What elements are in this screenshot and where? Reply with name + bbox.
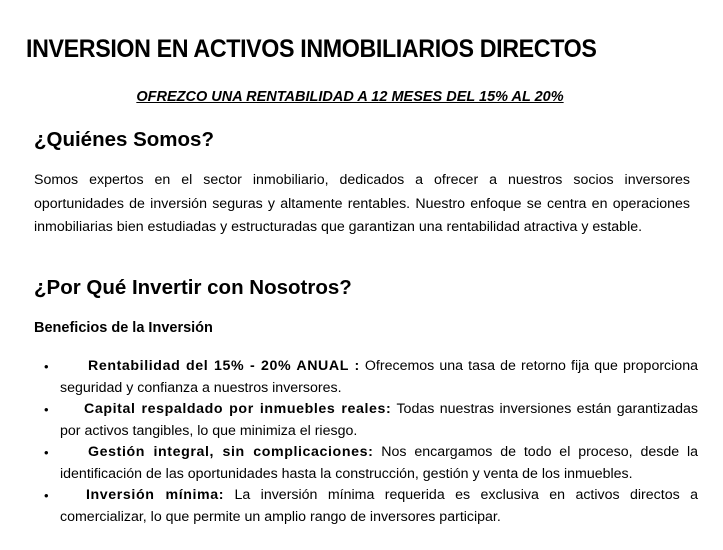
benefit-item-gestion	[34, 442, 698, 485]
benefit-item-rentabilidad	[34, 356, 698, 399]
benefit-label: Gestión integral, sin complicaciones:	[88, 444, 374, 460]
benefit-item-inversion-minima	[34, 485, 698, 528]
document-title: INVERSION EN ACTIVOS INMOBILIARIOS DIRECTOS	[26, 35, 597, 63]
bullet-icon: •	[44, 402, 49, 417]
about-heading: ¿Quiénes Somos?	[34, 128, 214, 151]
benefit-text: La inversión mínima requerida es exclusiva en activos directos a comercializar, lo que permite un amplio rango de inversores participar.	[60, 487, 698, 525]
benefit-label: Capital respaldado por inmuebles reales:	[84, 401, 392, 417]
bullet-icon: •	[44, 488, 49, 503]
benefit-text: Todas nuestras inversiones están garantizadas por activos tangibles, lo que minimiza el riesgo.	[60, 401, 699, 439]
bullet-icon: •	[44, 445, 49, 460]
benefits-subheading: Beneficios de la Inversión	[34, 320, 213, 336]
about-paragraph: Somos expertos en el sector inmobiliario, dedicados a ofrecer a nuestros socios inversores oportunidades de inversión seguras y altamente rentables. Nuestro enfoque se centra en operaciones inmobiliarias bien estudiadas y estructuradas que garantizan una rentabilidad atractiva y estable.	[34, 172, 690, 236]
why-invest-heading: ¿Por Qué Invertir con Nosotros?	[34, 276, 352, 299]
bullet-icon: •	[44, 359, 49, 374]
benefits-list	[34, 356, 698, 528]
benefit-text: Nos encargamos de todo el proceso, desde la identificación de las oportunidades hasta la construcción, gestión y venta de los inmuebles.	[60, 444, 698, 482]
benefit-label: Inversión mínima:	[86, 487, 225, 503]
document-subtitle: OFREZCO UNA RENTABILIDAD A 12 MESES DEL 15% AL 20%	[136, 89, 564, 105]
benefit-text: Ofrecemos una tasa de retorno fija que proporciona seguridad y confianza a nuestros inversores.	[60, 358, 698, 396]
benefit-item-capital	[34, 399, 698, 442]
benefit-label: Rentabilidad del 15% - 20% ANUAL :	[88, 358, 360, 374]
